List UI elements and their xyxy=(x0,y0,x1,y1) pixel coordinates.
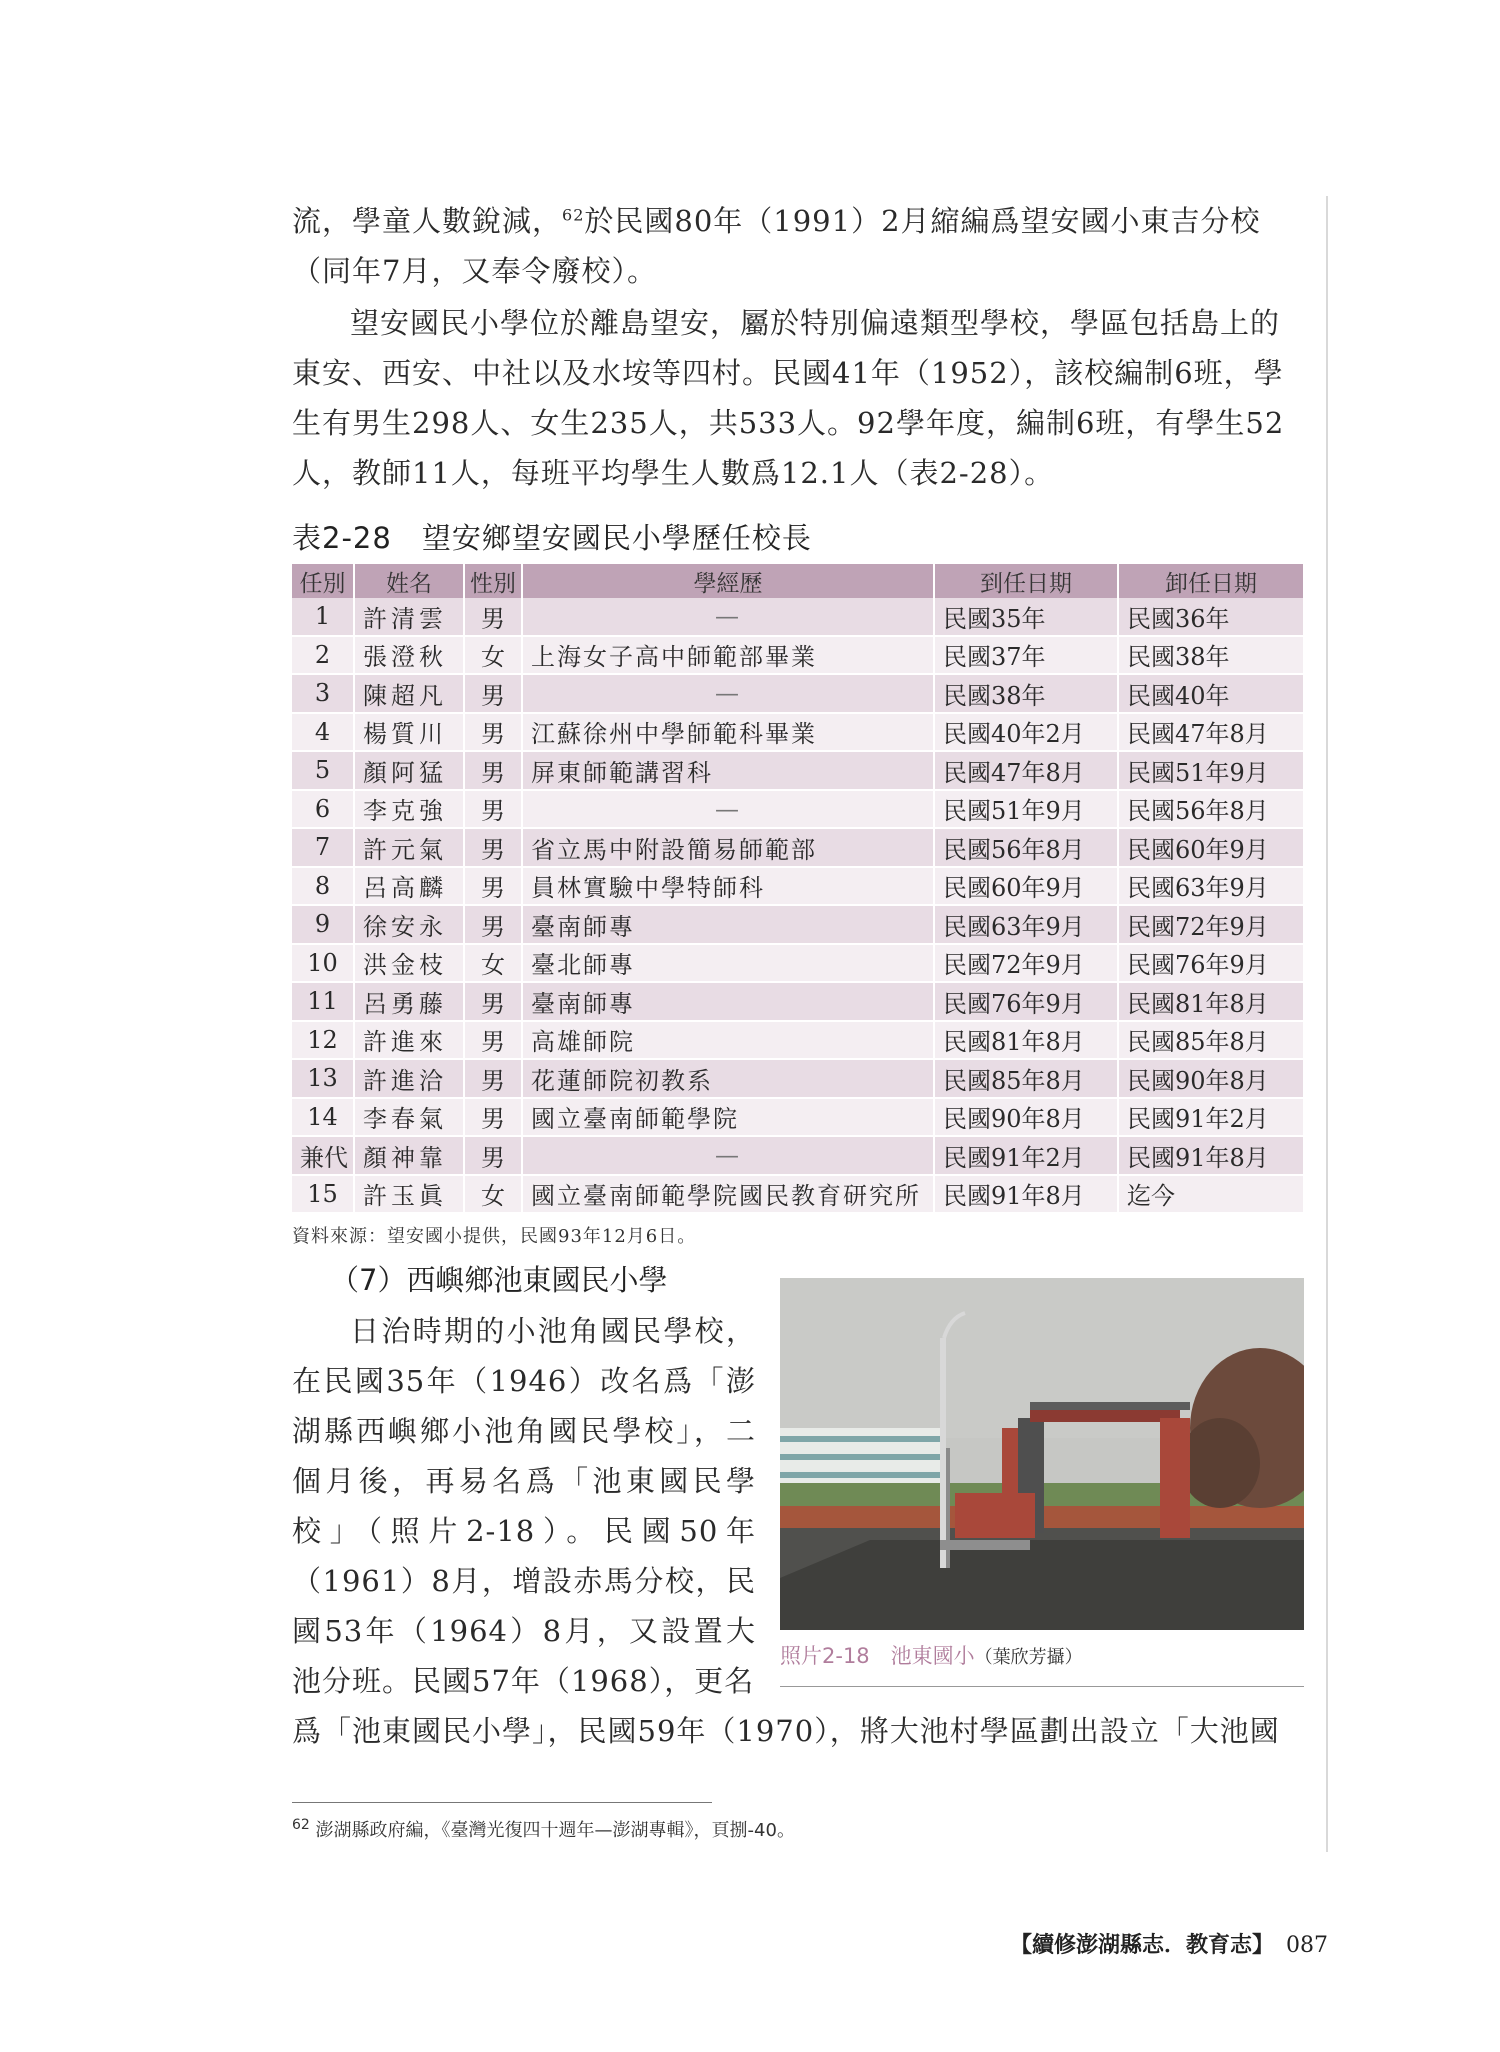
row-end-date: 民國38年 xyxy=(1118,636,1304,675)
row-gender: 男 xyxy=(464,1136,522,1175)
footnote-ref[interactable]: 62 xyxy=(562,205,585,225)
row-start-date: 民國91年8月 xyxy=(934,1175,1118,1214)
row-index: 11 xyxy=(292,982,354,1021)
caption-divider xyxy=(780,1686,1304,1687)
row-start-date: 民國81年8月 xyxy=(934,1021,1118,1060)
row-education: 上海女子高中師範部畢業 xyxy=(522,636,934,675)
row-name: 陳超凡 xyxy=(354,674,464,713)
row-education: — xyxy=(522,674,934,713)
row-gender: 男 xyxy=(464,1098,522,1137)
footnote-text: 澎湖縣政府編，《臺灣光復四十週年—澎湖專輯》，頁捌-40。 xyxy=(309,1820,795,1841)
row-end-date: 民國76年9月 xyxy=(1118,944,1304,983)
row-end-date: 民國63年9月 xyxy=(1118,867,1304,906)
header-start-date: 到任日期 xyxy=(934,564,1118,598)
book-title: 【續修澎湖縣志．教育志】 xyxy=(1009,1932,1274,1958)
row-gender: 男 xyxy=(464,1059,522,1098)
row-name: 許進洽 xyxy=(354,1059,464,1098)
row-end-date: 民國85年8月 xyxy=(1118,1021,1304,1060)
row-gender: 男 xyxy=(464,867,522,906)
row-gender: 男 xyxy=(464,905,522,944)
row-end-date: 民國47年8月 xyxy=(1118,713,1304,752)
header-end-date: 卸任日期 xyxy=(1118,564,1304,598)
row-gender: 男 xyxy=(464,713,522,752)
row-end-date: 民國60年9月 xyxy=(1118,828,1304,867)
intro-text-b: 於民國80年（1991）2月縮編爲望安國小東吉分校（同年7月，又奉令廢校）。 xyxy=(292,204,1261,288)
footnote-divider xyxy=(292,1802,712,1803)
table-row xyxy=(292,828,1304,867)
row-name: 楊質川 xyxy=(354,713,464,752)
header-education: 學經歷 xyxy=(522,564,934,598)
table-row xyxy=(292,598,1304,636)
principals-table xyxy=(292,564,1305,1214)
table-row xyxy=(292,636,1304,675)
row-end-date: 民國36年 xyxy=(1118,598,1304,636)
row-index: 4 xyxy=(292,713,354,752)
row-gender: 男 xyxy=(464,598,522,636)
row-education: 員林實驗中學特師科 xyxy=(522,867,934,906)
row-education: 臺南師專 xyxy=(522,905,934,944)
section-title: （7）西嶼鄉池東國民小學 xyxy=(330,1263,668,1297)
row-end-date: 迄今 xyxy=(1118,1175,1304,1214)
row-end-date: 民國72年9月 xyxy=(1118,905,1304,944)
intro-text-a: 流，學童人數銳減， xyxy=(292,204,563,238)
caption-credit: （葉欣芳攝） xyxy=(974,1647,1083,1668)
row-start-date: 民國37年 xyxy=(934,636,1118,675)
row-name: 許清雲 xyxy=(354,598,464,636)
section-paragraph-continued: 爲「池東國民小學」，民國59年（1970），將大池村學區劃出設立「大池國 xyxy=(292,1714,1280,1748)
table-row xyxy=(292,713,1304,752)
row-index: 12 xyxy=(292,1021,354,1060)
row-name: 許進來 xyxy=(354,1021,464,1060)
section-paragraph: 日治時期的小池角國民學校，在民國35年（1946）改名爲「澎湖縣西嶼鄉小池角國民學校」，二個月後，再易名爲「池東國民學校」（照片2-18）。民國50年（1961）8月，增設赤馬分校，民國53年（1964）8月，又設置大池分班。民國57年（1968），更名 xyxy=(292,1314,756,1698)
row-gender: 男 xyxy=(464,1021,522,1060)
row-start-date: 民國47年8月 xyxy=(934,751,1118,790)
intro-paragraph xyxy=(292,196,1306,296)
table-row xyxy=(292,867,1304,906)
body-paragraph: 望安國民小學位於離島望安，屬於特別偏遠類型學校，學區包括島上的東安、西安、中社以及水垵等四村。民國41年（1952），該校編制6班，學生有男生298人、女生235人，共533人。92學年度，編制6班，有學生52人，教師11人，每班平均學生人數爲12.1人（表2-28）。 xyxy=(292,306,1285,490)
row-gender: 男 xyxy=(464,790,522,829)
table-row xyxy=(292,751,1304,790)
photo-caption xyxy=(780,1640,1083,1670)
row-gender: 男 xyxy=(464,828,522,867)
row-index: 14 xyxy=(292,1098,354,1137)
row-gender: 女 xyxy=(464,1175,522,1214)
row-end-date: 民國91年8月 xyxy=(1118,1136,1304,1175)
row-name: 顏神靠 xyxy=(354,1136,464,1175)
row-start-date: 民國91年2月 xyxy=(934,1136,1118,1175)
row-start-date: 民國72年9月 xyxy=(934,944,1118,983)
header-gender: 性別 xyxy=(464,564,522,598)
row-index: 兼代 xyxy=(292,1136,354,1175)
table-row xyxy=(292,1098,1304,1137)
table-header-row xyxy=(292,564,1304,598)
row-name: 徐安永 xyxy=(354,905,464,944)
row-name: 許元氣 xyxy=(354,828,464,867)
row-education: — xyxy=(522,790,934,829)
row-education: 花蓮師院初教系 xyxy=(522,1059,934,1098)
table-row xyxy=(292,1136,1304,1175)
row-name: 李克強 xyxy=(354,790,464,829)
row-education: 屏東師範講習科 xyxy=(522,751,934,790)
row-name: 洪金枝 xyxy=(354,944,464,983)
row-start-date: 民國40年2月 xyxy=(934,713,1118,752)
row-index: 13 xyxy=(292,1059,354,1098)
row-index: 8 xyxy=(292,867,354,906)
row-end-date: 民國91年2月 xyxy=(1118,1098,1304,1137)
row-end-date: 民國81年8月 xyxy=(1118,982,1304,1021)
row-end-date: 民國40年 xyxy=(1118,674,1304,713)
caption-label: 照片2-18 池東國小 xyxy=(780,1644,975,1668)
table-source: 資料來源：望安國小提供，民國93年12月6日。 xyxy=(292,1226,697,1247)
row-start-date: 民國90年8月 xyxy=(934,1098,1118,1137)
row-end-date: 民國90年8月 xyxy=(1118,1059,1304,1098)
row-start-date: 民國76年9月 xyxy=(934,982,1118,1021)
page-number: 087 xyxy=(1286,1933,1328,1958)
row-index: 2 xyxy=(292,636,354,675)
row-education: 臺北師專 xyxy=(522,944,934,983)
table-row xyxy=(292,1175,1304,1214)
row-gender: 男 xyxy=(464,982,522,1021)
row-index: 15 xyxy=(292,1175,354,1214)
row-index: 6 xyxy=(292,790,354,829)
row-name: 張澄秋 xyxy=(354,636,464,675)
row-start-date: 民國63年9月 xyxy=(934,905,1118,944)
row-education: — xyxy=(522,598,934,636)
row-education: 省立馬中附設簡易師範部 xyxy=(522,828,934,867)
row-start-date: 民國38年 xyxy=(934,674,1118,713)
row-start-date: 民國35年 xyxy=(934,598,1118,636)
table-row xyxy=(292,1059,1304,1098)
table-row xyxy=(292,982,1304,1021)
school-gate-photo xyxy=(780,1278,1304,1630)
row-end-date: 民國56年8月 xyxy=(1118,790,1304,829)
row-start-date: 民國56年8月 xyxy=(934,828,1118,867)
row-gender: 男 xyxy=(464,751,522,790)
row-end-date: 民國51年9月 xyxy=(1118,751,1304,790)
table-row xyxy=(292,944,1304,983)
row-start-date: 民國85年8月 xyxy=(934,1059,1118,1098)
page-margin-rule xyxy=(1326,196,1328,1852)
footnote-number: 62 xyxy=(292,1817,310,1833)
row-index: 1 xyxy=(292,598,354,636)
table-row xyxy=(292,1021,1304,1060)
row-index: 5 xyxy=(292,751,354,790)
table-row xyxy=(292,674,1304,713)
footnote xyxy=(292,1816,795,1842)
row-name: 李春氣 xyxy=(354,1098,464,1137)
table-row xyxy=(292,905,1304,944)
row-name: 呂高麟 xyxy=(354,867,464,906)
row-gender: 女 xyxy=(464,636,522,675)
row-index: 3 xyxy=(292,674,354,713)
table-title: 表2-28 望安鄉望安國民小學歷任校長 xyxy=(292,521,812,555)
page-footer xyxy=(1010,1928,1328,1959)
row-name: 許玉眞 xyxy=(354,1175,464,1214)
table-row xyxy=(292,790,1304,829)
row-education: 江蘇徐州中學師範科畢業 xyxy=(522,713,934,752)
row-education: 高雄師院 xyxy=(522,1021,934,1060)
row-index: 7 xyxy=(292,828,354,867)
row-gender: 女 xyxy=(464,944,522,983)
row-education: 國立臺南師範學院 xyxy=(522,1098,934,1137)
row-gender: 男 xyxy=(464,674,522,713)
row-start-date: 民國60年9月 xyxy=(934,867,1118,906)
row-education: 國立臺南師範學院國民教育研究所 xyxy=(522,1175,934,1214)
row-index: 9 xyxy=(292,905,354,944)
row-index: 10 xyxy=(292,944,354,983)
header-name: 姓名 xyxy=(354,564,464,598)
row-name: 呂勇藤 xyxy=(354,982,464,1021)
row-education: 臺南師專 xyxy=(522,982,934,1021)
row-education: — xyxy=(522,1136,934,1175)
row-name: 顏阿猛 xyxy=(354,751,464,790)
header-index: 任別 xyxy=(292,564,354,598)
row-start-date: 民國51年9月 xyxy=(934,790,1118,829)
